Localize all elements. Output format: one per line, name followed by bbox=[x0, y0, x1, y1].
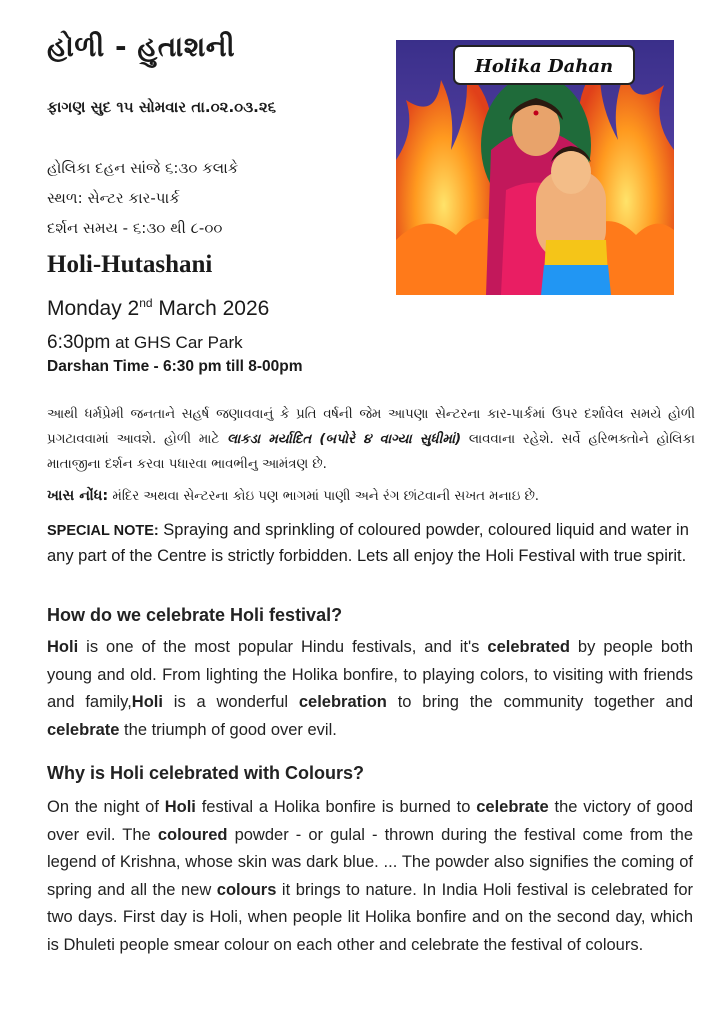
emphasis-text: celebrate bbox=[47, 720, 120, 739]
body-text: festival a Holika bonfire is burned to bbox=[195, 798, 477, 816]
emphasis-text: coloured bbox=[157, 825, 228, 844]
special-note-label: SPECIAL NOTE: bbox=[47, 523, 159, 539]
gujarati-note-label: ખાસ નોંધ: bbox=[47, 488, 109, 504]
event-time: 6:30pm bbox=[47, 332, 111, 353]
english-date-suffix: nd bbox=[139, 296, 153, 310]
gujarati-dahan-time: હોલિકા દહન સાંજે ૬:૩૦ કલાકે bbox=[47, 159, 239, 177]
english-time-venue bbox=[47, 332, 243, 354]
english-title: Holi-Hutashani bbox=[47, 251, 213, 278]
special-note-text: Spraying and sprinkling of coloured powder, coloured liquid and water in any part of the Centre is strictly forbidden. Lets all enjoy the Holi Festival with true spirit. bbox=[47, 521, 689, 565]
gujarati-title: હોળી - હુતાશની bbox=[47, 30, 236, 63]
section-heading-celebrate: How do we celebrate Holi festival? bbox=[47, 605, 343, 625]
body-text: the victory of good over evil. The bbox=[47, 798, 694, 844]
gujarati-announcement-highlight: લાકડા મર્યાદિત (બપોરે ૪ વાગ્યા સુધીમાં) bbox=[226, 432, 462, 447]
emphasis-text: celebrated bbox=[487, 638, 570, 656]
body-text: the triumph of good over evil. bbox=[119, 720, 337, 739]
emphasis-text: Holi bbox=[47, 638, 79, 656]
gujarati-date: ફાગણ સુદ ૧૫ સોમવાર તા.૦૨.૦૩.૨૬ bbox=[47, 98, 277, 116]
section-heading-colours: Why is Holi celebrated with Colours? bbox=[47, 763, 365, 783]
body-text: is one of the most popular Hindu festivals, and it's bbox=[78, 638, 488, 656]
gujarati-venue: સ્થળ: સેન્ટર કાર-પાર્ક bbox=[47, 189, 180, 207]
gujarati-announcement-part2: લાવવાના રહેશે. સર્વે હરિભક્તોને હોલિકા માતાજીના દર્શન કરવા પધારવા ભાવભીનુ આમંત્રણ છે. bbox=[47, 432, 695, 472]
body-text: powder - or gulal - thrown during the festival come from the legend of Krishna, whose skin was dark blue. ... The powder also signifies the coming of spring and all the new bbox=[47, 825, 694, 899]
emphasis-text: Holi bbox=[131, 693, 163, 711]
event-venue: at GHS Car Park bbox=[110, 333, 243, 352]
english-date-month: March 2026 bbox=[152, 297, 270, 320]
body-text: to bring the community together and bbox=[386, 693, 693, 711]
gujarati-event-details bbox=[47, 153, 238, 243]
emphasis-text: Holi bbox=[164, 798, 196, 816]
emphasis-text: colours bbox=[216, 880, 277, 899]
body-text: is a wonderful bbox=[162, 693, 299, 711]
body-text: On the night of bbox=[47, 798, 165, 816]
gujarati-announcement-part1: આથી ધર્મપ્રેમી જનતાને સહર્ષ જણાવવાનું કે પ્રતિ વર્ષની જેમ આપણા સેન્ટરના કાર-પાર્કમાં ઉપર દર્શાવેલ સમયે હોળી પ્રગટાવવામાં આવશે. હોળી માટે bbox=[47, 407, 695, 447]
section-body-celebrate bbox=[47, 634, 693, 744]
body-text: by people both young and old. From lighting the Holika bonfire, to playing colors, to visiting with friends and family, bbox=[47, 638, 693, 711]
gujarati-darshan-time: દર્શન સમય - ૬:૩૦ થી ૮-૦૦ bbox=[47, 219, 223, 237]
section-body-colours bbox=[47, 794, 693, 959]
illustration-label: Holika Dahan bbox=[474, 56, 614, 77]
english-special-note bbox=[47, 518, 697, 568]
gujarati-announcement bbox=[47, 402, 695, 477]
english-date-day: Monday 2 bbox=[47, 297, 140, 320]
darshan-time: Darshan Time - 6:30 pm till 8-00pm bbox=[47, 358, 303, 375]
gujarati-special-note bbox=[47, 488, 697, 504]
gujarati-note-text: મંદિર અથવા સેન્ટરના કોઇ પણ ભાગમાં પાણી અને રંગ છાંટવાની સખત મનાઇ છે. bbox=[108, 489, 540, 504]
body-text: it brings to nature. In India Holi festival is celebrated for two days. First day is Holi, when people lit Holika bonfire and on the second day, which is Dhuleti people smear colour on each other and celebrate the festival of colours. bbox=[47, 880, 693, 954]
holika-dahan-illustration bbox=[396, 40, 674, 295]
english-date bbox=[47, 296, 269, 321]
emphasis-text: celebration bbox=[298, 693, 387, 711]
emphasis-text: celebrate bbox=[476, 798, 549, 816]
